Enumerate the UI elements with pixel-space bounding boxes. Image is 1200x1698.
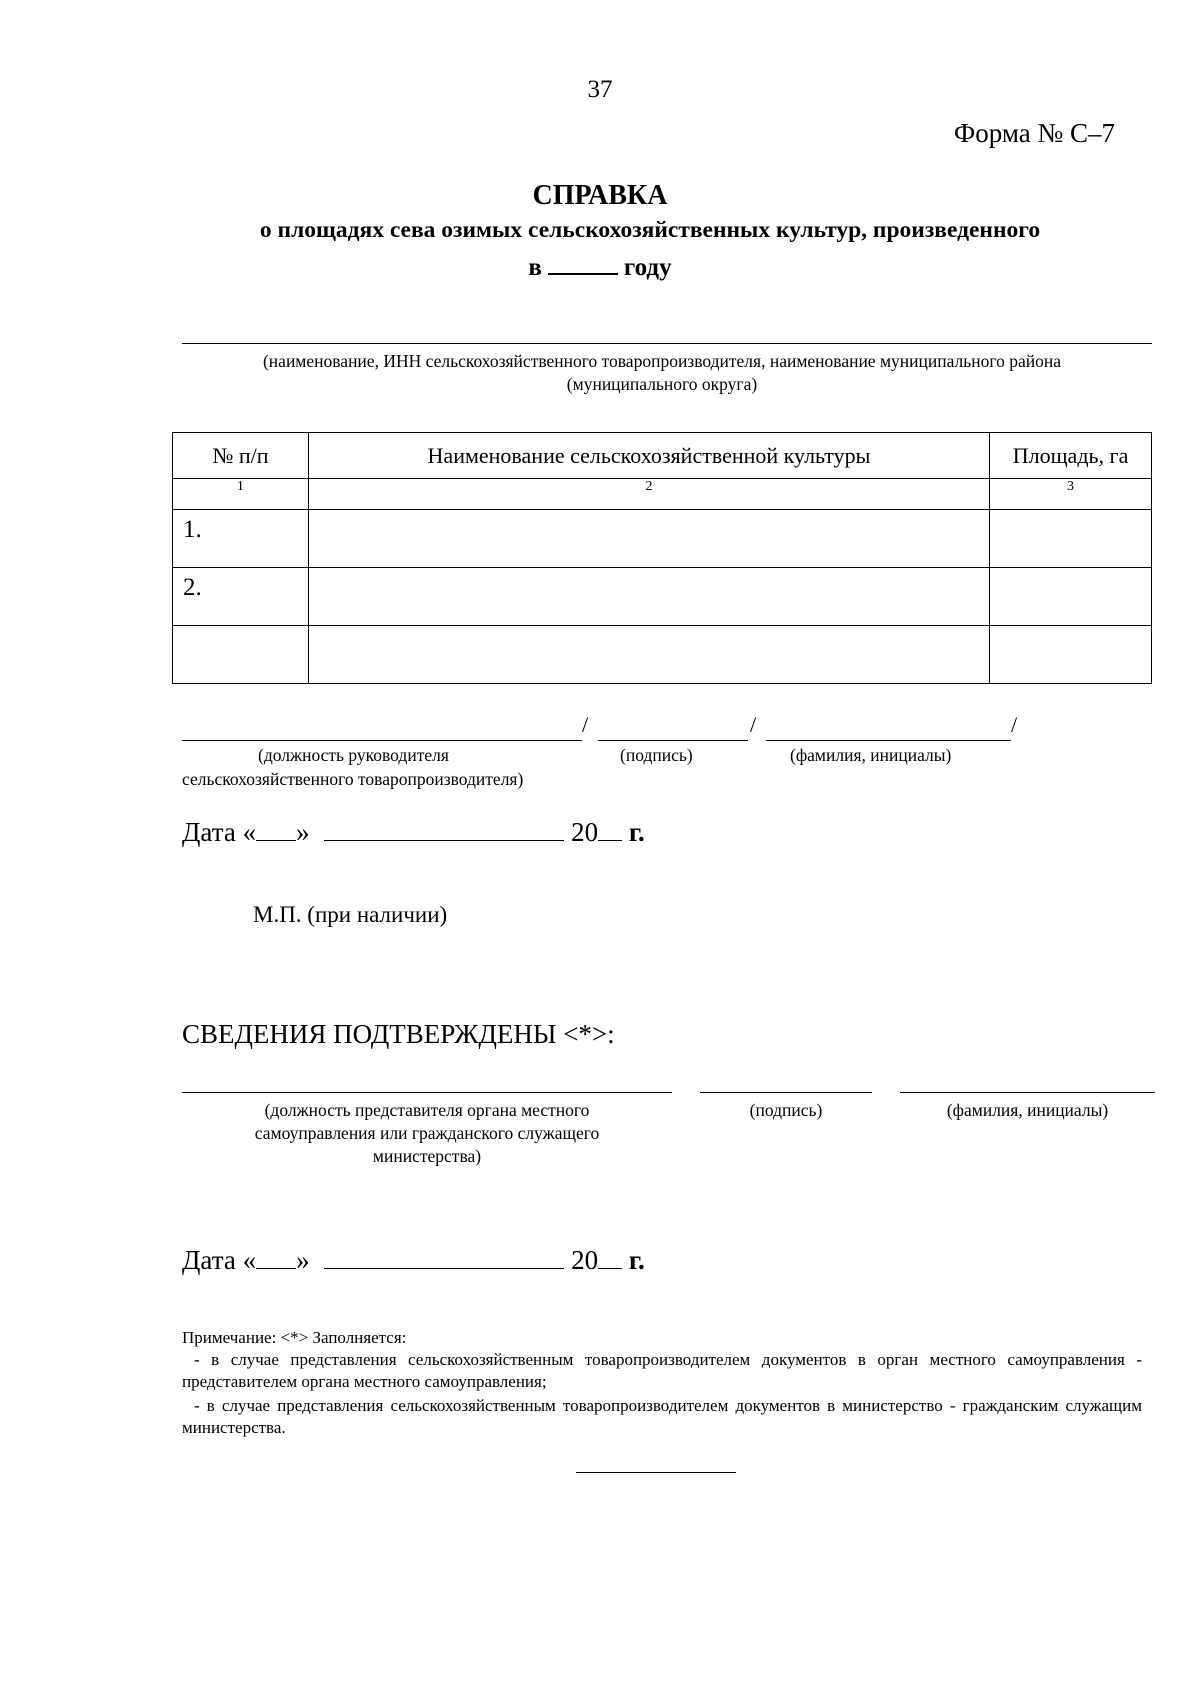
head-name-line[interactable] (766, 740, 1011, 741)
note-item-2: - в случае представления сельскохозяйственным товаропроизводителем документов в министерство - гражданским служащим министерства. (182, 1396, 1142, 1437)
year-suffix: году (623, 254, 672, 281)
official-signature-caption: (подпись) (749, 1100, 823, 1120)
head-name-caption: (фамилия, инициалы) (790, 745, 952, 765)
header-area: Площадь, га (990, 433, 1152, 479)
table-row (173, 568, 1152, 626)
header-crop: Наименование сельскохозяйственной культуры (308, 433, 989, 479)
year-prefix: в (528, 254, 542, 281)
year-line (0, 253, 1200, 282)
official-position-caption-2: самоуправления или гражданского служащего (254, 1123, 600, 1143)
separator-slash: / (750, 712, 757, 737)
head-position-caption-1: (должность руководителя (258, 745, 449, 765)
end-divider (576, 1472, 736, 1473)
row-number-cell: 2. (173, 568, 309, 626)
org-caption-line-1: (наименование, ИНН сельскохозяйственного товаропроизводителя, наименование муниципального района (262, 351, 1061, 371)
table-row (173, 626, 1152, 684)
column-number: 3 (990, 479, 1152, 510)
header-number: № п/п (173, 433, 309, 479)
table-header-row (173, 433, 1152, 479)
crop-cell[interactable] (308, 568, 989, 626)
org-name-line[interactable] (182, 343, 1152, 344)
head-position-caption-2: сельскохозяйственного товаропроизводителя) (182, 769, 524, 789)
page-number: 37 (587, 76, 613, 103)
date-close-quote: » (296, 817, 310, 847)
org-caption (172, 350, 1152, 396)
area-cell[interactable] (990, 510, 1152, 568)
date-year-blank[interactable] (598, 1246, 622, 1269)
head-position-line[interactable] (182, 740, 582, 741)
form-number: Форма № С–7 (953, 118, 1115, 148)
crop-cell[interactable] (308, 510, 989, 568)
document-title: СПРАВКА (532, 180, 668, 211)
row-number-cell: 1. (173, 510, 309, 568)
date-label: Дата « (182, 1245, 257, 1275)
head-signature-line[interactable] (598, 740, 748, 741)
separator-slash: / (1011, 712, 1018, 737)
official-position-line[interactable] (182, 1092, 672, 1093)
date-day-blank[interactable] (256, 1246, 296, 1269)
date-day-blank[interactable] (256, 818, 296, 841)
note-item-1: - в случае представления сельскохозяйственным товаропроизводителем документов в орган местного самоуправления - представителем органа местного самоуправления; (182, 1350, 1142, 1391)
date-label: Дата « (182, 817, 257, 847)
area-cell[interactable] (990, 626, 1152, 684)
date-year-prefix: 20 (571, 817, 599, 847)
confirmed-heading: СВЕДЕНИЯ ПОДТВЕРЖДЕНЫ <*>: (182, 1019, 615, 1049)
org-caption-line-2: (муниципального округа) (566, 374, 758, 394)
date-year-prefix: 20 (571, 1245, 599, 1275)
stamp-note: М.П. (при наличии) (253, 902, 448, 927)
date-line-1 (182, 817, 645, 848)
official-signature-line[interactable] (700, 1092, 872, 1093)
document-subtitle: о площадях сева озимых сельскохозяйственных культур, произведенного (259, 217, 1041, 243)
date-month-blank[interactable] (324, 818, 564, 841)
date-year-suffix: г. (628, 817, 645, 847)
area-cell[interactable] (990, 568, 1152, 626)
table-row (173, 510, 1152, 568)
official-name-caption: (фамилия, инициалы) (946, 1100, 1109, 1120)
column-number: 2 (308, 479, 989, 510)
date-year-blank[interactable] (598, 818, 622, 841)
official-position-caption-3: министерства) (372, 1146, 482, 1166)
note-title: Примечание: <*> Заполняется: (182, 1328, 407, 1347)
official-position-caption-1: (должность представителя органа местного (264, 1100, 590, 1120)
official-position-caption (182, 1099, 672, 1168)
official-name-line[interactable] (900, 1092, 1155, 1093)
column-number: 1 (173, 479, 309, 510)
table-column-numbers-row (173, 479, 1152, 510)
date-line-2 (182, 1245, 645, 1276)
crops-table (172, 432, 1152, 684)
crop-cell[interactable] (308, 626, 989, 684)
head-signature-caption: (подпись) (620, 745, 693, 765)
year-blank[interactable] (548, 253, 618, 275)
date-month-blank[interactable] (324, 1246, 564, 1269)
row-number-cell (173, 626, 309, 684)
date-close-quote: » (296, 1245, 310, 1275)
date-year-suffix: г. (628, 1245, 645, 1275)
separator-slash: / (582, 712, 589, 737)
